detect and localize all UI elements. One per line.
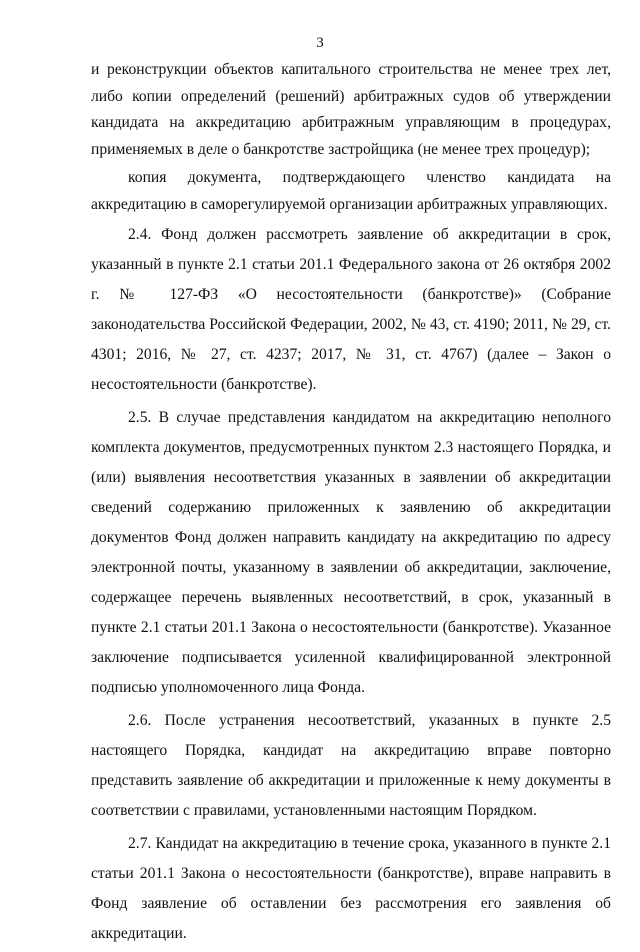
paragraph-continuation: и реконструкции объектов капитального строительства не менее трех лет, либо копии определений (решений) арбитражных судов об утверждении кандидата на аккредитацию арбитражным управляющим в процедурах, применяемых в деле о банкротстве застройщика (не менее трех процедур); <box>91 61 611 158</box>
paragraph-membership-copy: копия документа, подтверждающего членство кандидата на аккредитацию в саморегулируемой организации арбитражных управляющих. <box>91 169 611 213</box>
page-number: 3 <box>316 35 324 51</box>
paragraph-2-4: 2.4. Фонд должен рассмотреть заявление об аккредитации в срок, указанный в пункте 2.1 статьи 201.1 Федерального закона от 26 октября 2002 г. № 127-ФЗ «О несостоятельности (банкротстве)» (Собрание законодательства Российской Федерации, 2002, № 43, ст. 4190; 2011, № 29, ст. 4301; 2016, № 27, ст. 4237; 2017, № 31, ст. 4767) (далее – Закон о несостоятельности (банкротстве). <box>91 226 611 393</box>
paragraph-2-7: 2.7. Кандидат на аккредитацию в течение срока, указанного в пункте 2.1 статьи 201.1 Закона о несостоятельности (банкротстве), вправе направить в Фонд заявление об оставлении без рассмотрения его заявления об аккредитации. <box>91 835 611 942</box>
paragraph-2-6: 2.6. После устранения несоответствий, указанных в пункте 2.5 настоящего Порядка, кандидат на аккредитацию вправе повторно представить заявление об аккредитации и приложенные к нему документы в соответствии с правилами, установленными настоящим Порядком. <box>91 712 611 819</box>
paragraph-2-5: 2.5. В случае представления кандидатом на аккредитацию неполного комплекта документов, предусмотренных пунктом 2.3 настоящего Порядка, и (или) выявления несоответствия указанных в заявлении об аккредитации сведений содержанию приложенных к заявлению об аккредитации документов Фонд должен направить кандидату на аккредитацию по адресу электронной почты, указанному в заявлении об аккредитации, заключение, содержащее перечень выявленных несоответствий, в срок, указанный в пункте 2.1 статьи 201.1 Закона о несостоятельности (банкротстве). Указанное заключение подписывается усиленной квалифицированной электронной подписью уполномоченного лица Фонда. <box>91 409 611 696</box>
document-body <box>91 57 611 952</box>
